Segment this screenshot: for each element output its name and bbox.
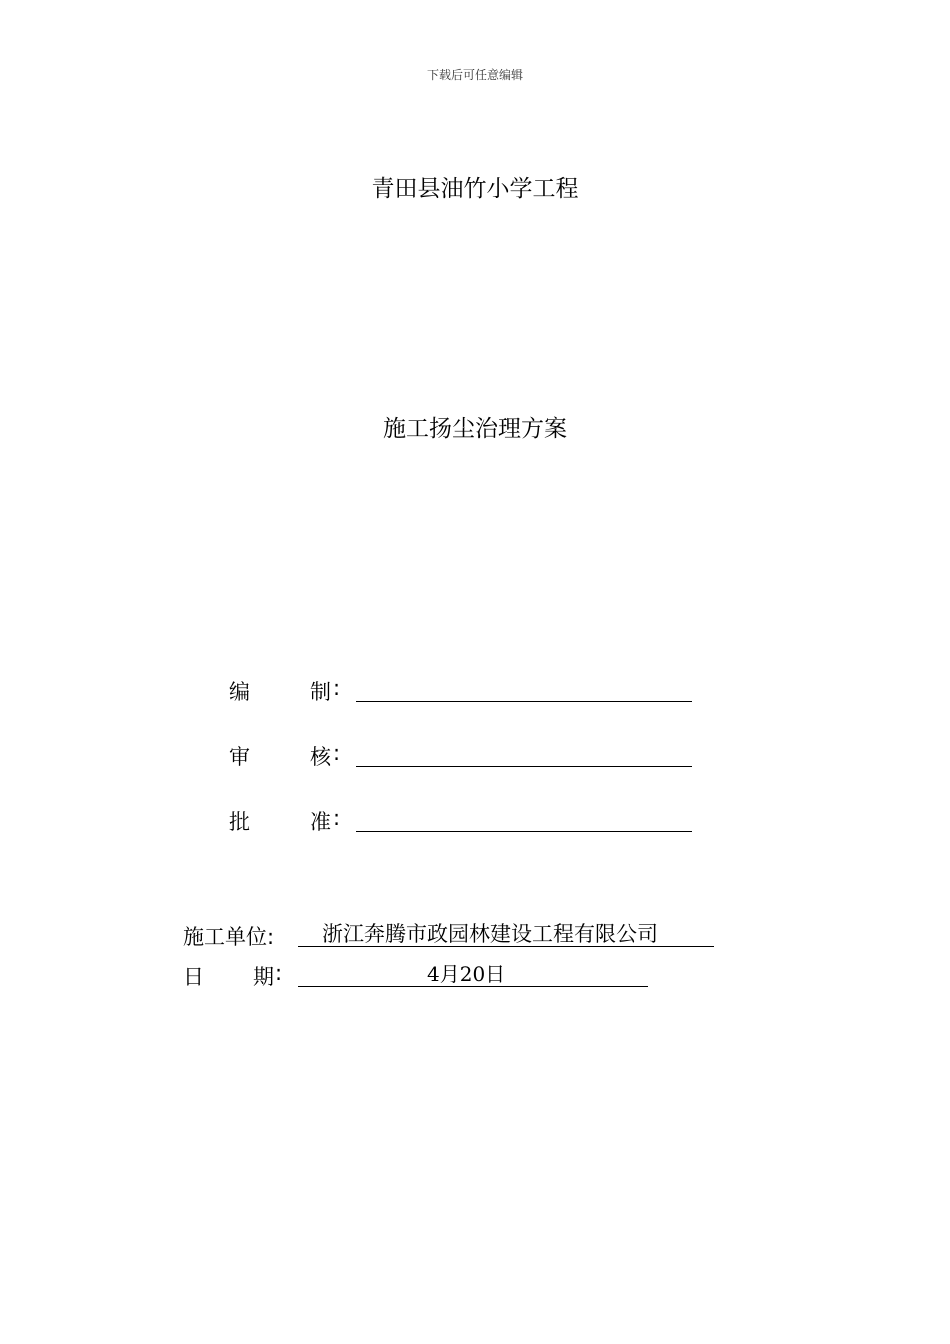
construction-unit-label: 施工单位: <box>183 925 275 949</box>
document-title: 施工扬尘治理方案 <box>383 416 567 442</box>
signoff-label-char2: 准 <box>310 810 331 834</box>
date-colon: : <box>275 961 283 985</box>
signoff-colon: : <box>333 676 341 700</box>
signoff-label-char2: 核 <box>310 745 331 769</box>
project-title: 青田县油竹小学工程 <box>371 176 579 202</box>
date-label-char1: 日 <box>183 965 204 989</box>
construction-unit-value: 浙江奔腾市政园林建设工程有限公司 <box>298 921 714 947</box>
signoff-colon: : <box>333 741 341 765</box>
date-label-char2: 期 <box>253 965 274 989</box>
signoff-blank-line <box>356 766 692 767</box>
signoff-blank-line <box>356 701 692 702</box>
date-value: 4月20日 <box>298 961 648 987</box>
signoff-blank-line <box>356 831 692 832</box>
signoff-label-char2: 制 <box>310 680 331 704</box>
header-note: 下载后可任意编辑 <box>426 68 523 82</box>
signoff-colon: : <box>333 806 341 830</box>
signoff-label-char1: 审 <box>229 745 250 769</box>
signoff-label-char1: 批 <box>229 810 250 834</box>
signoff-label-char1: 编 <box>229 680 250 704</box>
